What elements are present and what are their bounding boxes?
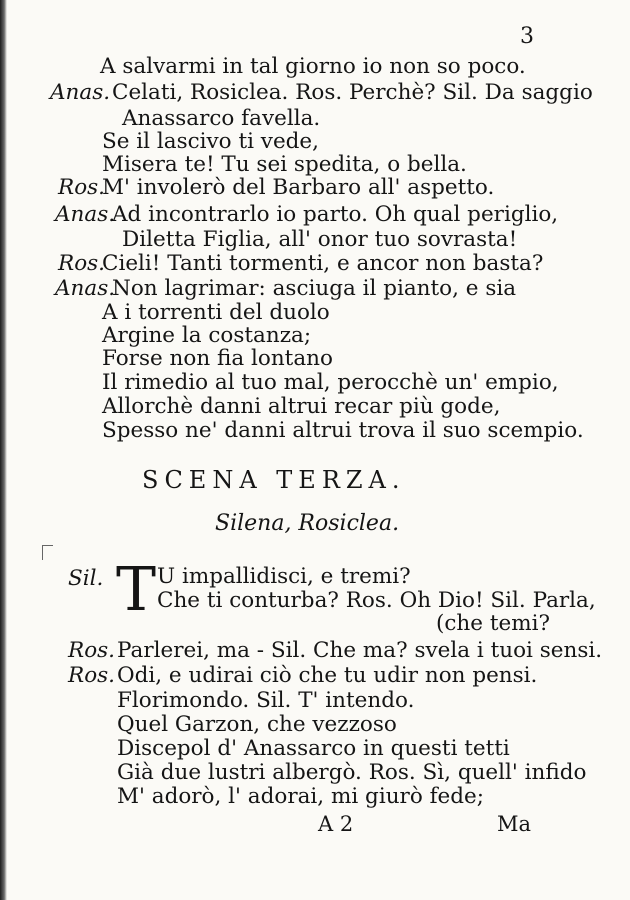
signature-mark: A 2 — [318, 812, 354, 836]
binding-shadow — [0, 0, 7, 900]
verse-line: M' involerò del Barbaro all' aspetto. — [102, 175, 495, 200]
verse-line: Quel Garzon, che vezzoso — [117, 712, 397, 737]
verse-line: A i torrenti del duolo — [102, 300, 330, 325]
speaker-label: Anas. — [50, 80, 111, 105]
verse-line: Forse non fia lontano — [102, 346, 333, 371]
verse-line: Già due lustri albergò. Ros. Sì, quell' infido — [117, 760, 587, 785]
speaker-label: Ros. — [68, 638, 115, 663]
verse-line: Celati, Rosiclea. Ros. Perchè? Sil. Da saggio — [112, 80, 593, 105]
scene-persons: Silena, Rosiclea. — [215, 511, 400, 536]
page-number: 3 — [520, 24, 534, 49]
verse-line: Parlerei, ma - Sil. Che ma? svela i tuoi sensi. — [117, 638, 603, 663]
verse-line: Argine la costanza; — [102, 323, 312, 348]
ornament-rule — [42, 545, 53, 560]
verse-line: Anassarco favella. — [122, 106, 321, 131]
speaker-label: Anas. — [55, 276, 116, 301]
verse-line: Non lagrimar: asciuga il pianto, e sia — [112, 276, 517, 301]
verse-line: Odi, e udirai ciò che tu udir non pensi. — [117, 663, 538, 688]
verse-line: Spesso ne' danni altrui trova il suo scempio. — [102, 418, 584, 443]
verse-line: M' adorò, l' adorai, mi giurò fede; — [117, 784, 485, 809]
verse-line: Misera te! Tu sei spedita, o bella. — [102, 152, 467, 177]
speaker-label: Ros. — [58, 175, 105, 200]
scene-title: SCENA TERZA. — [142, 466, 406, 494]
speaker-label: Anas. — [55, 202, 116, 227]
speaker-label: Sil. — [68, 566, 104, 591]
verse-line: Ad incontrarlo io parto. Oh qual periglio, — [112, 202, 559, 227]
verse-line: (che temi? — [436, 611, 550, 636]
verse-line: U impallidisci, e tremi? — [157, 564, 411, 589]
verse-line: Discepol d' Anassarco in questi tetti — [117, 736, 510, 761]
verse-line: Che ti conturba? Ros. Oh Dio! Sil. Parla, — [157, 588, 596, 613]
verse-line: Se il lascivo ti vede, — [102, 129, 319, 154]
speaker-label: Ros. — [68, 663, 115, 688]
verse-line: Cieli! Tanti tormenti, e ancor non basta? — [102, 251, 544, 276]
verse-line: Il rimedio al tuo mal, perocchè un' empio, — [102, 370, 559, 395]
verse-line: Florimondo. Sil. T' intendo. — [117, 688, 415, 713]
verse-line: A salvarmi in tal giorno io non so poco. — [100, 54, 526, 79]
speaker-label: Ros. — [58, 251, 105, 276]
verse-line: Allorchè danni altrui recar più gode, — [102, 394, 501, 419]
verse-line: Diletta Figlia, all' onor tuo sovrasta! — [122, 227, 518, 252]
catchword: Ma — [497, 812, 532, 836]
drop-cap: T — [116, 555, 157, 625]
